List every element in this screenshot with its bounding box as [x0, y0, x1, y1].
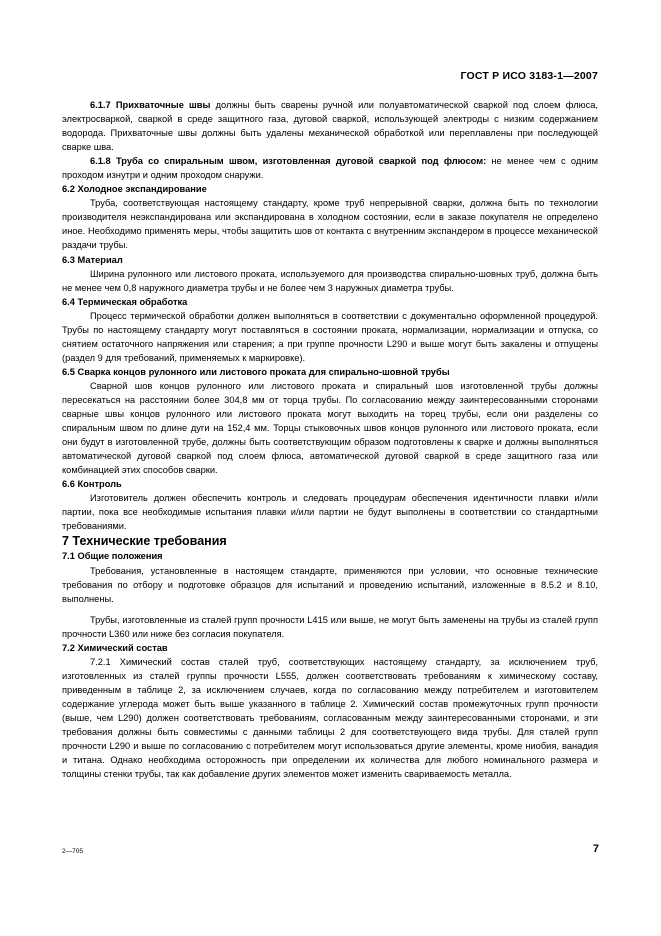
heading-6-3: 6.3 Материал	[62, 254, 123, 265]
paragraph-6-1-8	[62, 154, 598, 182]
text-6-5: Сварной шов концов рулонного или листового проката и спиральный шов изготовленной трубы должны пересекаться на расстоянии более 304,8 мм от торца трубы. По согласованию между заинтересованными сторонами сварные швы концов рулонного или листового проката могут выходить на торец трубы, если они разделены со спиральным швом по длине дуги на 152,4 мм. Торцы стыковочных швов концов рулонного или листового проката, если они будут в изготовленной трубе, должны быть соответствующим образом подготовлены к сварке и должны выполняться автоматической дуговой сваркой под слоем флюса, автоматической дуговой сваркой в среде защитного газа или комбинацией этих способов сварки.	[62, 380, 598, 476]
heading-6-5: 6.5 Сварка концов рулонного или листового проката для спирально-шовной трубы	[62, 366, 450, 377]
paragraph-6-1-7	[62, 98, 598, 154]
text-7-2-1: 7.2.1 Химический состав сталей труб, соответствующих настоящему стандарту, за исключением труб, изготовленных из сталей группы прочности L555, должен соответствовать требованиям к химическому составу, приведенным в таблице 2, за исключением случаев, когда по согласованию между потребителем и изготовителем содержание углерода может быть выше указанного в таблице 2. Химический состав промежуточных групп прочности (выше, чем L290) должен соответствовать требованиям, согласованным между заинтересованными сторонами, и эти требования должны быть совместимы с данными таблицы 2 для соответствующего вида трубы. Для сталей групп прочности L290 и выше по согласованию с потребителем могут использоваться другие элементы, кроме ниобия, ванадия и титана. Однако необходима осторожность при определении их количества для любого номинального размера и толщины стенки трубы, так как добавление других элементов может изменить свариваемость металла.	[62, 656, 598, 780]
heading-6-1-8: 6.1.8 Труба со спиральным швом, изготовленная дуговой сваркой под флюсом:	[90, 156, 487, 167]
text-7-1-b: Трубы, изготовленные из сталей групп прочности L415 или выше, не могут быть заменены на трубы из сталей групп прочности L360 или ниже без согласия покупателя.	[62, 614, 598, 639]
document-header: ГОСТ Р ИСО 3183-1—2007	[460, 70, 598, 82]
text-6-1-7: должны быть сварены ручной или полуавтоматической сваркой под слоем флюса, электросваркой, сваркой в среде защитного газа, дуговой сваркой, использующей электроды с низким содержанием водорода. Прихваточные швы должны быть удалены механической обработкой или переплавлены при последующей сварке шва.	[62, 100, 598, 153]
text-6-3: Ширина рулонного или листового проката, используемого для производства спирально-шовных труб, должна быть не менее чем 0,8 наружного диаметра трубы и не более чем 3 наружных диаметра трубы.	[62, 268, 598, 293]
document-body	[62, 98, 598, 781]
heading-6-2: 6.2 Холодное экспандирование	[62, 184, 207, 195]
heading-6-1-7: 6.1.7 Прихваточные швы	[90, 100, 211, 110]
text-6-4: Процесс термической обработки должен выполняться в соответствии с документально оформленной процедурой. Трубы по настоящему стандарту могут поставляться в состоянии проката, нормализации, нормализации и отпуска, со снятием остаточного напряжения или старения; а при группе прочности L290 и выше могут быть закалены и отпущены (раздел 9 для требований, применяемых к маркировке).	[62, 310, 598, 363]
section-7-title: 7 Технические требования	[62, 534, 227, 549]
text-7-1-a: Требования, установленные в настоящем стандарте, применяются при условии, что основные технические требования по отбору и подготовке образцов для испытаний и проведению испытаний, изложенные в 8.5.2 и 8.10, выполнены.	[62, 565, 598, 604]
heading-7-2: 7.2 Химический состав	[62, 642, 168, 653]
page-number: 7	[592, 843, 599, 855]
text-6-2: Труба, соответствующая настоящему стандарту, кроме труб непрерывной сварки, должна быть по технологии производителя неэкспандирована или экспандирована в холодном состоянии, если в заказе покупателя не определено иное. Необходимо применять меры, чтобы защитить шов от контакта с внутренним экспандером в процессе механической раздачи трубы.	[62, 198, 598, 251]
heading-6-6: 6.6 Контроль	[62, 479, 122, 490]
text-6-6: Изготовитель должен обеспечить контроль и следовать процедурам обеспечения идентичности плавки и/или партии, пока все необходимые испытания плавки и/или партии не будут выполнены в соответствии со стандартными требованиями.	[62, 493, 598, 532]
footer-code: 2—705	[62, 848, 83, 855]
heading-7-1: 7.1 Общие положения	[62, 551, 163, 562]
text-6-1-8: не менее чем с одним проходом изнутри и одним проходом снаружи.	[62, 156, 598, 181]
heading-6-4: 6.4 Термическая обработка	[62, 296, 188, 307]
